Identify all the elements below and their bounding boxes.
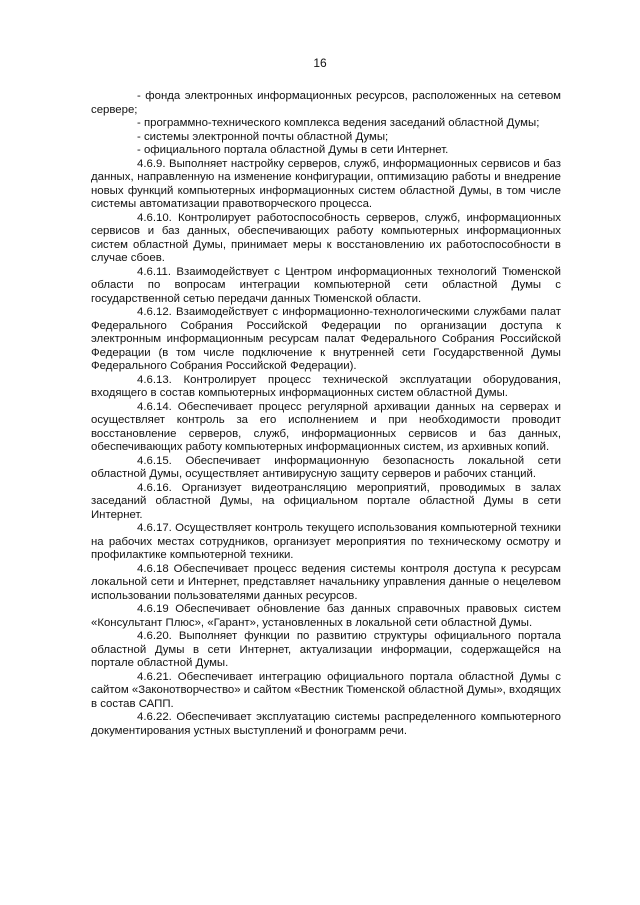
clause-4-6-20: 4.6.20. Выполняет функции по развитию структуры официального портала областной Думы в сети Интернет, актуализации информации, содержащейся на портале областной Думы. — [91, 630, 561, 669]
clause-4-6-13: 4.6.13. Контролирует процесс технической эксплуатации оборудования, входящего в состав компьютерных информационных систем областной Думы. — [91, 373, 561, 399]
document-body — [91, 90, 561, 738]
clause-4-6-22: 4.6.22. Обеспечивает эксплуатацию системы распределенного компьютерного документирования устных выступлений и фонограмм речи. — [91, 711, 561, 737]
clause-4-6-14: 4.6.14. Обеспечивает процесс регулярной архивации данных на серверах и осуществляет контроль за его исполнением и при необходимости проводит восстановление серверов, служб, информационных сервисов и баз данных, обеспечивающих работу компьютерных информационных систем, из архивных копий. — [91, 400, 561, 453]
clause-4-6-12: 4.6.12. Взаимодействует с информационно-технологическими службами палат Федерального Собрания Российской Федерации по организации доступа к электронным информационным ресурсам палат Федерального Собрания Российской Федерации (в том числе подключение к внутренней сети Государственной Думы Федерального Собрания Российской Федерации). — [91, 306, 561, 372]
clause-4-6-16: 4.6.16. Организует видеотрансляцию мероприятий, проводимых в залах заседаний областной Думы, на официальном портале областной Думы в сети Интернет. — [91, 481, 561, 521]
list-item-official-portal: - официального портала областной Думы в сети Интернет. — [137, 144, 449, 156]
clause-4-6-9: 4.6.9. Выполняет настройку серверов, служб, информационных сервисов и баз данных, направленную на изменение конфигурации, оптимизацию работы и внедрение новых функций компьютерных информационных систем областной Думы, в том числе системы автоматизации правотворческого процесса. — [91, 157, 561, 210]
clause-4-6-10: 4.6.10. Контролирует работоспособность серверов, служб, информационных сервисов и баз данных, обеспечивающих работу компьютерных информационных систем областной Думы, принимает меры к восстановлению их работоспособности в случае сбоев. — [91, 211, 561, 264]
list-item-session-complex: - программно-технического комплекса ведения заседаний областной Думы; — [137, 117, 540, 129]
clause-4-6-21: 4.6.21. Обеспечивает интеграцию официального портала областной Думы с сайтом «Законотворчество» и сайтом «Вестник Тюменской областной Думы», входящих в состав САПП. — [91, 670, 561, 710]
clause-4-6-11: 4.6.11. Взаимодействует с Центром информационных технологий Тюменской области по вопросам интеграции компьютерной сети областной Думы с государственной сетью передачи данных Тюменской области. — [91, 265, 561, 305]
list-item-file-resources: - фонда электронных информационных ресурсов, расположенных на сетевом сервере; — [91, 90, 561, 116]
clause-4-6-18: 4.6.18 Обеспечивает процесс ведения системы контроля доступа к ресурсам локальной сети и Интернет, представляет начальнику управления данные о нецелевом использовании пользователями данных ресурсов. — [91, 562, 561, 602]
clause-4-6-15: 4.6.15. Обеспечивает информационную безопасность локальной сети областной Думы, осуществляет антивирусную защиту серверов и рабочих станций. — [91, 454, 561, 480]
list-item-email-system: - системы электронной почты областной Думы; — [137, 130, 389, 143]
clause-4-6-19: 4.6.19 Обеспечивает обновление баз данных справочных правовых систем «Консультант Плюс», «Гарант», установленных в локальной сети областной Думы. — [91, 603, 561, 629]
clause-4-6-17: 4.6.17. Осуществляет контроль текущего использования компьютерной техники на рабочих местах сотрудников, организует мероприятия по техническому осмотру и профилактике компьютерной техники. — [91, 522, 561, 561]
page-number: 16 — [313, 56, 327, 70]
